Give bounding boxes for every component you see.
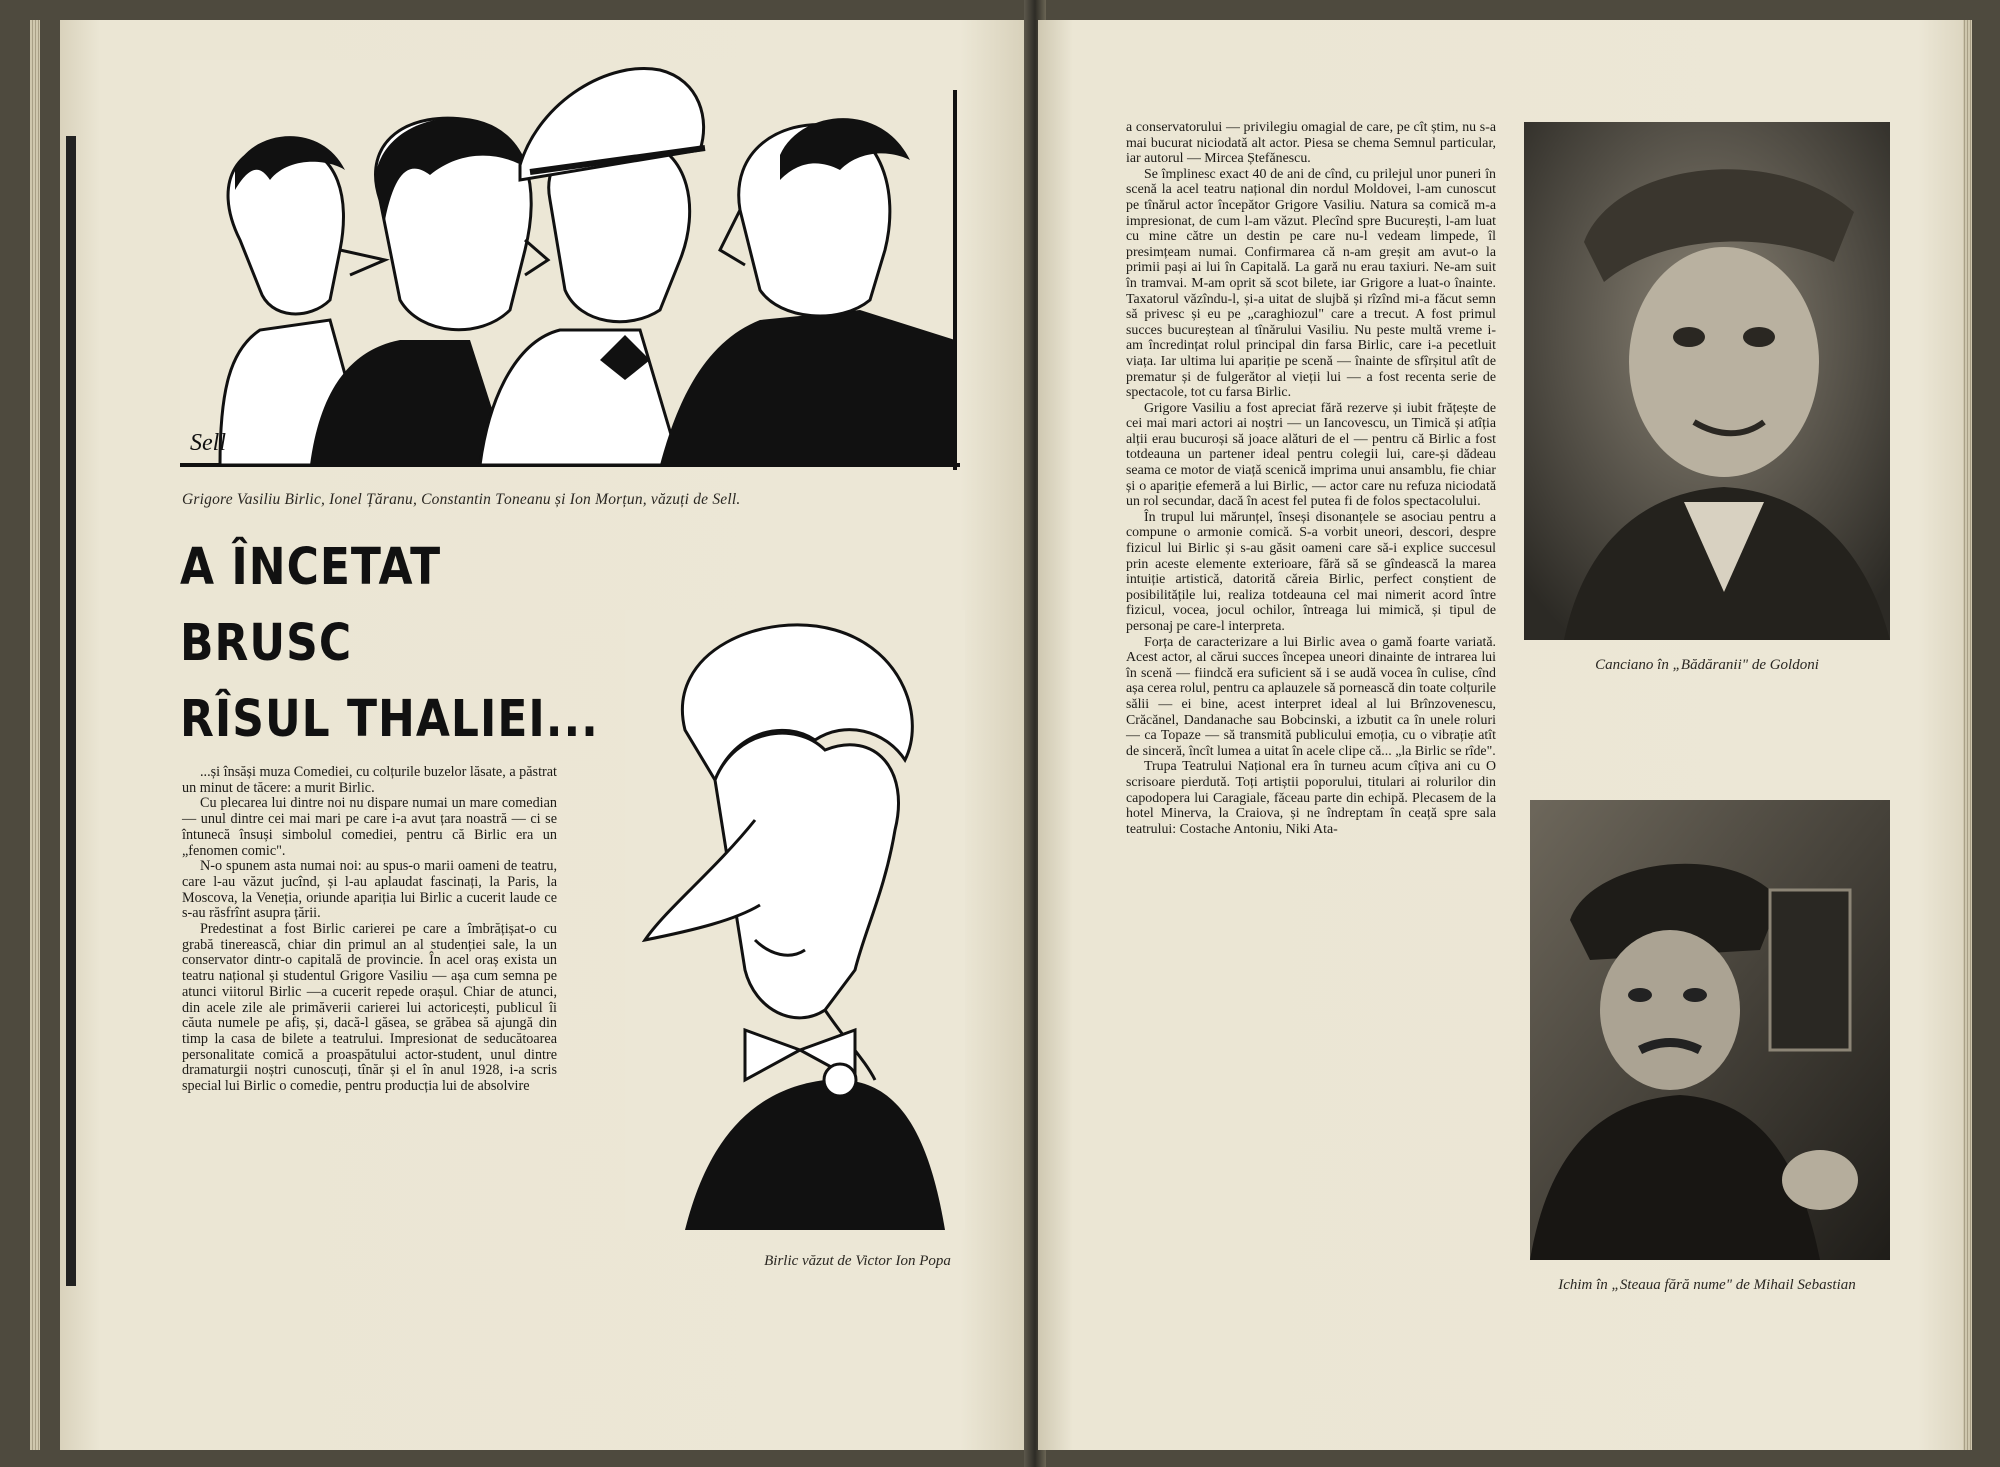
right-article-column <box>1126 120 1496 837</box>
group-caricature-illustration <box>180 60 960 470</box>
right-paragraph-6: Trupa Teatrului Național era în turneu acum cîțiva ani cu O scrisoare pierdută. Toți artiștii poporului, titulari ai rolurilor din capodopera lui Caragiale, făceau parte din echipă. Plecasem de la hotel Minerva, la Craiova, și ne îndreptam în ceață spre sala teatrului: Costache Antoniu, Niki Ata- <box>1126 759 1496 837</box>
left-paragraph-1: ...și însăși muza Comediei, cu colțurile buzelor lăsate, a păstrat un minut de tăcere: a murit Birlic. <box>182 764 557 796</box>
right-paragraph-2: Se împlinesc exact 40 de ani de cînd, cu prilejul unor puneri în scenă la acel teatru național din nordul Moldovei, l-am cunoscut pe tînărul actor începător Grigore Vasiliu. Natura sa comică m-a impresionat, de cum l-am văzut. Plecînd spre București, l-am luat cu mine către un destin pe care nu-l vedeam limpede, îl presimțeam numai. Confirmarea că n-am greșit am avut-o la primii pași ai lui în Capitală. La gară nu erau taxiuri. Ne-am suit în tramvai. M-am oprit să scot bilete, iar Grigore a luat-o înainte. Taxatorul văzîndu-l, și-a uitat de slujbă și rîzînd mi-a făcut semn să privesc și eu pe „caraghiozul" care a trecut. A fost primul succes bucureștean al tînărului Vasiliu. Nu peste multă vreme i-am încredințat rolul principal din farsa Birlic, care i-a pecetluit viața. Iar ultima lui apariție pe scenă — înainte de sfîrșitul atît de prematur și de fulgerător al vieții lui — a fost recenta serie de spectacole, tot cu farsa Birlic. <box>1126 166 1496 401</box>
photo-canciano-image <box>1524 122 1890 640</box>
right-paragraph-3: Grigore Vasiliu a fost apreciat fără rezerve și iubit frățește de cei mai mari actori ai noștri — un Iancovescu, un Timică și atîția alții erau bucuroși să joace alături de el — pentru că Birlic a fost totdeauna un partener ideal pentru colegii lui, care-și dădeau seama ce motor de viață scenică imprima unui ansamblu, fie chiar și o apariție efemeră a lui Birlic, — actor care nu refuza niciodată un rol secundar, dacă în acest fel putea fi de folos spectacolului. <box>1126 400 1496 510</box>
headline-line-2: BRUSC <box>180 613 353 673</box>
photo-canciano <box>1524 122 1890 640</box>
headline-line-1: A ÎNCETAT <box>180 538 442 597</box>
page-edges-left <box>30 20 40 1450</box>
right-paragraph-5: Forța de caracterizare a lui Birlic avea o gamă foarte variată. Acest actor, al cărui succes începea uneori dinainte de intrarea lui în scenă — fiindcă era suficient să i se audă vocea în culise, cînd așa cerea rolul, pentru ca aplauzele să pornească din toate colțurile sălii — ei bine, acest interpret ideal al lui Brînzovenescu, Crăcănel, Dandanache sau Bobcinski, a izbutit ca în unele roluri — ca Topaze — să transmită publicului emoția, cu o vibrație atît de sinceră, încît lumea a uitat în acele clipe că... „la Birlic se rîde". <box>1126 634 1496 759</box>
left-margin-bar <box>66 136 76 1286</box>
page-edges-right <box>1962 20 1972 1450</box>
photo-canciano-caption: Canciano în „Bădăranii" de Goldoni <box>1595 657 1819 673</box>
group-caricature-caption: Grigore Vasiliu Birlic, Ionel Țăranu, Constantin Tоneanu și Ion Morțun, văzuți de Sell. <box>182 491 741 508</box>
left-paragraph-4: Predestinat a fost Birlic carierei pe care a îmbrățișat-o cu grabă tinerească, chiar din primul an al studenției sale, la un conservator dintr-o capitală de provincie. În acel oraș exista un teatru național și studentul Grigore Vasiliu — așa cum semna pe atunci viitorul Birlic —a cucerit repede orașul. Chiar de atunci, din acele zile ale primăverii carierei lui actoricești, publicul îi căuta numele pe afiș, și, dacă-l găsea, se grăbea să ajungă din timp la casa de bilete a teatrului. Impresionat de seducătoarea personalitate comică a proaspătului actor-student, unul dintre dramaturgii noștri cunoscuți, tînăr și el în anul 1928, i-a scris special lui Birlic o comedie, pentru producția lui de absolvire <box>182 921 557 1095</box>
headline-line-3: RÎSUL THALIEI... <box>180 689 599 749</box>
article-headline <box>180 530 599 758</box>
right-paragraph-1: a conservatorului — privilegiu omagial de care, pe cît știm, nu s-a mai bucurat niciodată alt actor. Piesa se chema Semnul particular, iar autorul — Mircea Ștefănescu. <box>1126 120 1496 167</box>
illustrator-signature: Sell <box>190 430 226 456</box>
left-paragraph-3: N-o spunem asta numai noi: au spus-o marii oameni de teatru, care l-au văzut jucînd, și l-au aplaudat fascinați, la Paris, la Moscova, la Veneția, oriunde apariția lui Birlic a cucerit laude ce s-au răsfrînt asupra țării. <box>182 858 557 922</box>
left-paragraph-2: Cu plecarea lui dintre noi nu dispare numai un mare comedian — unul dintre cei mai mari pe care i-a avut țara noastră — ci se întunecă însuși simbolul comediei, pentru că Birlic era un „fenomen comic". <box>182 795 557 859</box>
photo-ichim-caption: Ichim în „Steaua fără nume" de Mihail Sebastian <box>1558 1277 1856 1293</box>
right-paragraph-4: În trupul lui mărunțel, înseși disonanțele se asociau pentru a compune o armonie comică. S-a vorbit uneori, descori, despre fizicul lui Birlic și s-au găsit oameni care să-i explice succesul prin aceste elemente exterioare, fără să se gîndească la marea intuiție artistică, datorită căreia Birlic, perfect conștient de posibilitățile lui, realiza totdeauna cel mai nimerit acord între fizicul, vocea, jocul ochilor, întreaga lui mimică, și tipul de personaj pe care-l interpreta. <box>1126 509 1496 634</box>
photo-ichim <box>1530 800 1890 1260</box>
photo-ichim-image <box>1530 800 1890 1260</box>
left-article-column <box>182 765 557 1095</box>
birlic-caricature-caption: Birlic văzut de Victor Ion Popa <box>764 1253 951 1269</box>
birlic-caricature-illustration <box>625 610 965 1230</box>
